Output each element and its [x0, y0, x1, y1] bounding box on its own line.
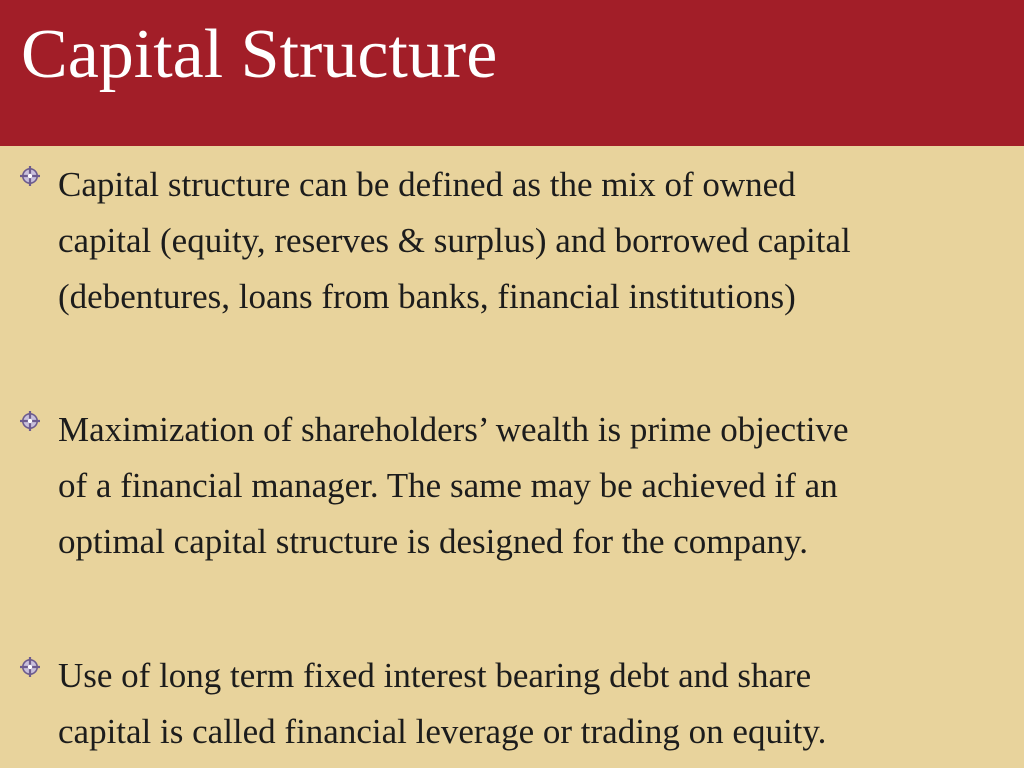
bullet-line: Use of long term fixed interest bearing debt and share: [58, 656, 812, 695]
bullet-line: Maximization of shareholders’ wealth is prime objective: [58, 410, 849, 449]
slide-title: Capital Structure: [21, 16, 498, 93]
bullet-text: [58, 648, 1008, 760]
bullet-text: [58, 157, 1008, 325]
crosshair-compass-icon: [19, 165, 41, 187]
bullet-line: (debentures, loans from banks, financial institutions): [58, 277, 796, 316]
crosshair-compass-icon: [19, 656, 41, 678]
bullet-line: Capital structure can be defined as the mix of owned: [58, 165, 796, 204]
bullet-line: of a financial manager. The same may be achieved if an: [58, 466, 838, 505]
bullet-text: [58, 402, 1008, 570]
bullet-line: optimal capital structure is designed for the company.: [58, 522, 809, 561]
bullet-line: capital (equity, reserves & surplus) and borrowed capital: [58, 221, 851, 260]
bullet-line: capital is called financial leverage or trading on equity.: [58, 712, 827, 751]
crosshair-compass-icon: [19, 410, 41, 432]
